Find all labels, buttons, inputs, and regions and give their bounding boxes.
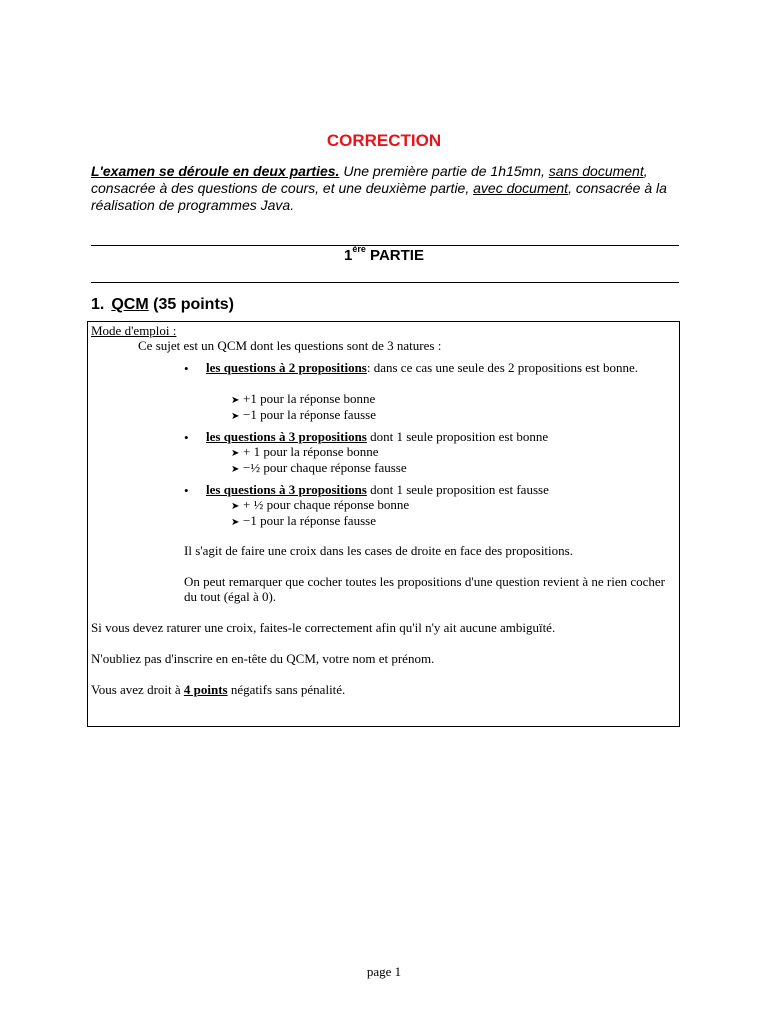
arrow-icon: ➤: [231, 517, 240, 528]
rights-points: 4 points: [183, 682, 228, 697]
score-line: [231, 444, 379, 461]
score-line: [231, 391, 375, 408]
section-number: 1.: [91, 296, 105, 313]
item-rest: dont 1 seule proposition est bonne: [366, 429, 549, 444]
intro-text-1: Une première partie de 1h15mn,: [339, 163, 549, 179]
score-text: −1 pour la réponse fausse: [243, 513, 376, 528]
remark-paragraph: On peut remarquer que cocher toutes les propositions d'une question revient à ne rien cocher du tout (égal à 0).: [184, 574, 666, 604]
section-title: QCM: [111, 296, 149, 313]
intro-text-3: , consacrée à la réalisation de programmes Java.: [91, 180, 667, 213]
arrow-icon: ➤: [231, 448, 240, 459]
list-item: [206, 482, 549, 497]
arrow-icon: ➤: [231, 395, 240, 406]
bullet-icon: •: [184, 430, 189, 445]
score-line: [231, 460, 407, 477]
arrow-icon: ➤: [231, 464, 240, 475]
score-text: −½ pour chaque réponse fausse: [243, 460, 407, 475]
score-text: −1 pour la réponse fausse: [243, 407, 376, 422]
score-line: [231, 513, 376, 530]
document-title: CORRECTION: [326, 131, 442, 150]
bullet-icon: •: [184, 483, 189, 498]
arrow-icon: ➤: [231, 501, 240, 512]
list-item: [206, 360, 646, 375]
name-instruction: N'oubliez pas d'inscrire en en-tête du QCM, votre nom et prénom.: [91, 651, 435, 666]
item-rest: : dans ce cas une seule des 2 propositions est bonne.: [366, 360, 638, 375]
score-line: [231, 407, 376, 424]
arrow-icon: ➤: [231, 411, 240, 422]
score-text: +1 pour la réponse bonne: [243, 391, 376, 406]
section-heading: [91, 296, 234, 314]
score-text: + ½ pour chaque réponse bonne: [243, 497, 410, 512]
intro-line: Ce sujet est un QCM dont les questions sont de 3 natures :: [138, 338, 442, 353]
score-text: + 1 pour la réponse bonne: [243, 444, 379, 459]
instructions-box: [87, 321, 680, 727]
intro-text-2: , consacrée à des questions de cours, et une deuxième partie,: [91, 163, 648, 196]
bottom-rule: [91, 282, 679, 283]
item-heading: les questions à 3 propositions: [206, 429, 367, 444]
rights-text-pre: Vous avez droit à: [91, 682, 184, 697]
intro-no-document: sans document: [548, 163, 644, 179]
intro-lead: L'examen se déroule en deux parties.: [91, 163, 340, 179]
erase-instruction: Si vous devez raturer une croix, faites-le correctement afin qu'il n'y ait aucune ambiguïté.: [91, 620, 556, 635]
item-heading: les questions à 2 propositions: [206, 360, 367, 375]
list-item: [206, 429, 548, 444]
item-rest: dont 1 seule proposition est fausse: [366, 482, 549, 497]
intro-with-document: avec document: [473, 180, 569, 196]
partie-number: 1: [344, 247, 353, 264]
rights-instruction: [91, 682, 345, 697]
rights-text-post: négatifs sans pénalité.: [227, 682, 346, 697]
page-number: page 1: [366, 964, 402, 979]
bullet-icon: •: [184, 361, 189, 376]
exam-intro: [91, 163, 681, 214]
section-points: (35 points): [148, 296, 235, 313]
partie-heading: [0, 246, 768, 264]
mode-label: Mode d'emploi :: [91, 323, 177, 338]
partie-label: PARTIE: [365, 247, 424, 264]
score-line: [231, 497, 409, 514]
item-heading: les questions à 3 propositions: [206, 482, 367, 497]
partie-superscript: ère: [352, 244, 366, 254]
cross-instruction: Il s'agit de faire une croix dans les cases de droite en face des propositions.: [184, 543, 573, 558]
